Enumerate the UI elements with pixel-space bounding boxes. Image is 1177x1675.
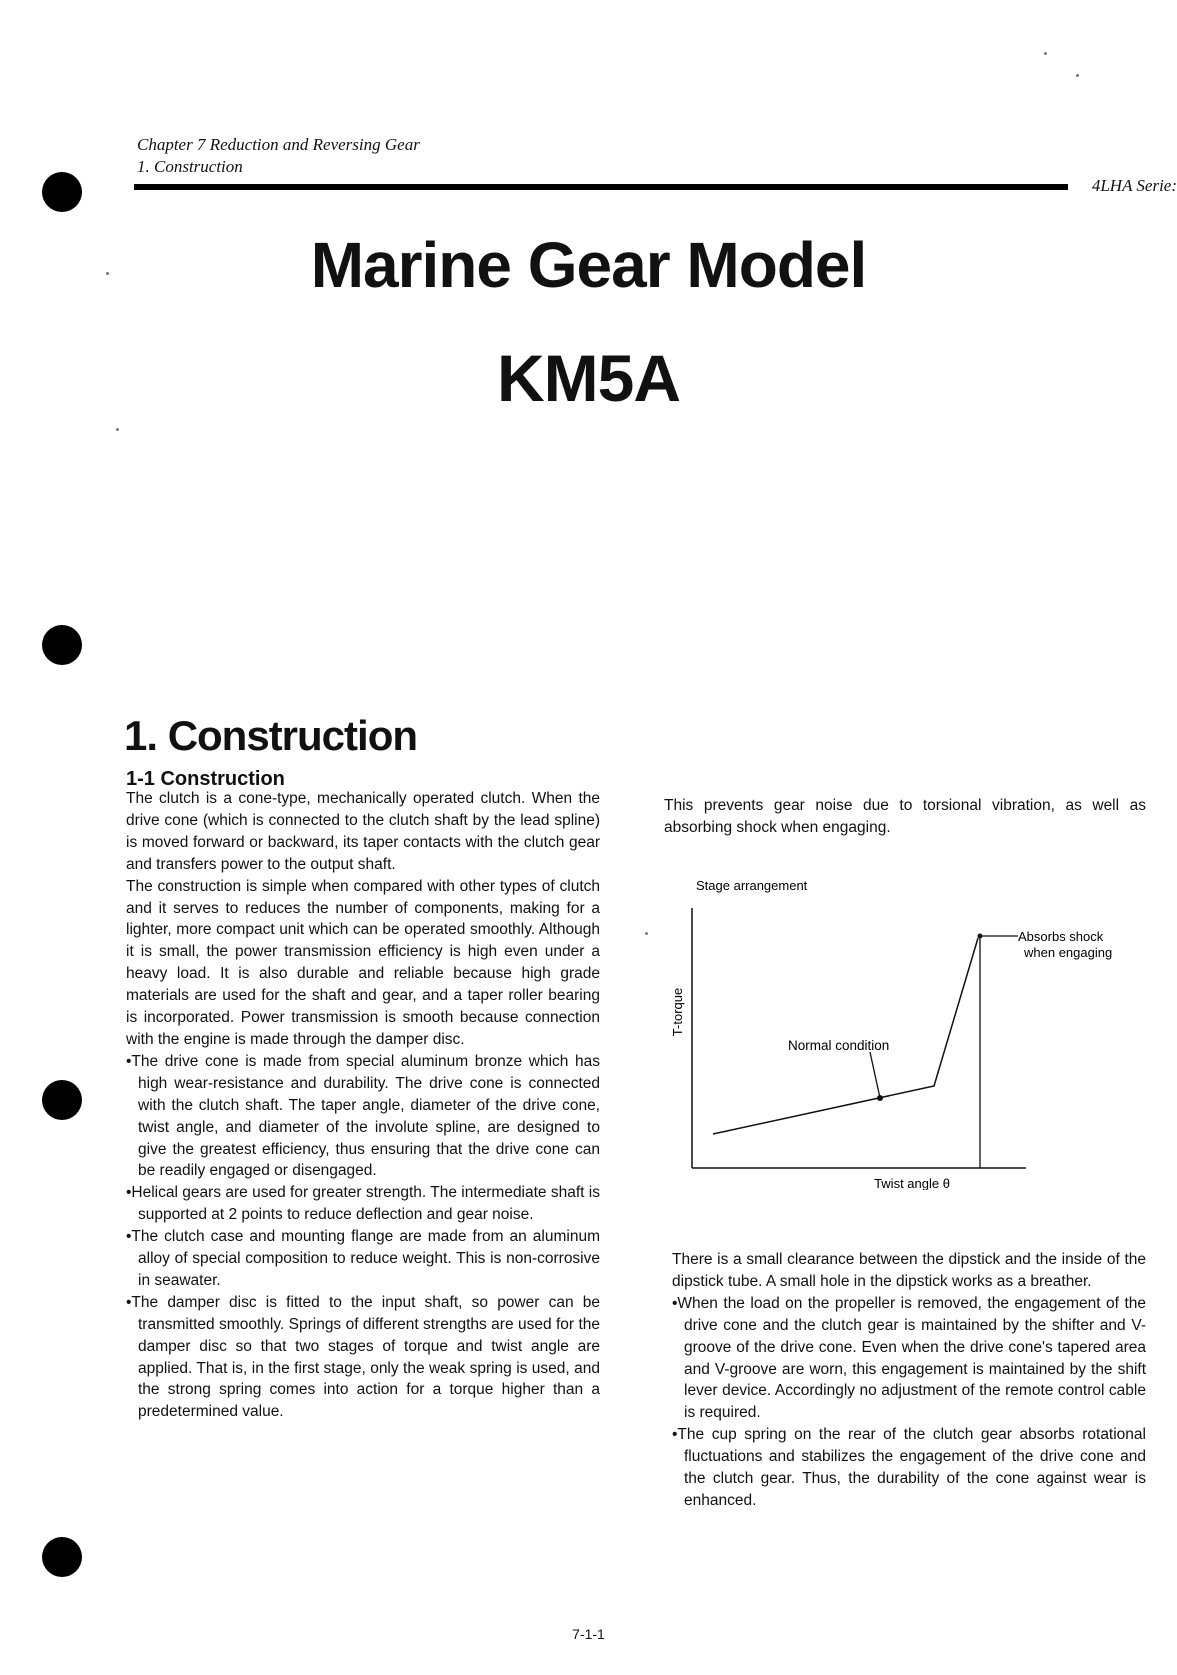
subsection-heading: 1-1 Construction (126, 768, 285, 790)
right-bullet-2: •The cup spring on the rear of the clutch gear absorbs rotational fluctuations and stabilizes the engagement of the drive cone and the clutch gear. Thus, the durability of the cone against wear is enhanced. (672, 1426, 1146, 1509)
left-paragraph-1: The clutch is a cone-type, mechanically operated clutch. When the drive cone (which is connected to the clutch shaft by the lead spline) is moved forward or backward, its taper contacts with the clutch gear and transfers power to the output shaft. (126, 790, 600, 873)
scan-speck (1076, 74, 1079, 77)
header-chapter: Chapter 7 Reduction and Reversing Gear (137, 135, 420, 154)
page-number: 7-1-1 (572, 1626, 605, 1642)
diagram-title: Stage arrangement (696, 878, 808, 893)
header-rule (134, 184, 1068, 190)
scan-speck (116, 428, 119, 431)
x-axis-label: Twist angle θ (874, 1176, 950, 1190)
left-bullet-1: •The drive cone is made from special aluminum bronze which has high wear-resistance and durability. The drive cone is connected with the clutch shaft. The taper angle, diameter of the drive cone, twist angle, and diameter of the involute spline, are designed to give the greatest efficiency, thus ensuring that the drive cone can be readily engaged or disengaged. (126, 1052, 600, 1180)
label-absorbs-shock: Absorbs shock (1018, 929, 1104, 944)
label-when-engaging: when engaging (1024, 945, 1113, 960)
right-column-top (664, 795, 1146, 839)
stage-arrangement-diagram (660, 870, 1140, 1190)
binder-hole-1 (42, 172, 82, 212)
section-heading: 1. Construction (124, 712, 418, 759)
normal-leader (870, 1052, 880, 1098)
left-bullet-3: •The clutch case and mounting flange are made from an aluminum alloy of special composition to reduce weight. This is non-corrosive in seawater. (126, 1228, 600, 1289)
header-section: 1. Construction (137, 157, 243, 176)
left-column (126, 788, 600, 1423)
header-series: 4LHA Serie: (1091, 176, 1177, 195)
label-normal-condition: Normal condition (788, 1038, 890, 1053)
right-bullet-1: •When the load on the propeller is removed, the engagement of the drive cone and the clutch gear is maintained by the shifter and V-groove of the drive cone. Even when the drive cone's tapered area and V-groove are worn, this engagement is maintained by the shift lever device. Accordingly no adjustment of the remote control cable is required. (672, 1294, 1146, 1422)
binder-hole-4 (42, 1537, 82, 1577)
y-axis-label: T-torque (670, 987, 685, 1037)
title-line-2: KM5A (496, 341, 680, 415)
title-line-1: Marine Gear Model (310, 229, 867, 301)
left-paragraph-2: The construction is simple when compared with other types of clutch and it serves to reduces the number of components, making for a lighter, more compact unit which can be operated smoothly. Although it is small, the power transmission efficiency is high even under a heavy load. It is also durable and reliable because high grade materials are used for the shaft and gear, and a taper roller bearing is incorporated. Power transmission is smooth because connection with the engine is made through the damper disc. (126, 877, 600, 1048)
right-paragraph-2: There is a small clearance between the dipstick and the inside of the dipstick tube. A small hole in the dipstick works as a breather. (672, 1251, 1146, 1290)
left-bullet-4: •The damper disc is fitted to the input shaft, so power can be transmitted smoothly. Springs of different strengths are used for the damper disc so that two stages of torque and twist angle are applied. That is, in the first stage, only the weak spring is used, and the strong spring comes into action for a torque higher than a predetermined value. (126, 1293, 600, 1421)
left-bullet-2: •Helical gears are used for greater strength. The intermediate shaft is supported at 2 points to reduce deflection and gear noise. (126, 1184, 600, 1224)
engage-point (978, 934, 983, 939)
right-column-bottom (672, 1249, 1146, 1512)
scan-speck (1044, 52, 1047, 55)
binder-hole-3 (42, 1080, 82, 1120)
torque-curve (713, 938, 978, 1134)
right-paragraph-1: This prevents gear noise due to torsional vibration, as well as absorbing shock when engaging. (664, 797, 1146, 836)
binder-hole-2 (42, 625, 82, 665)
scan-speck (645, 932, 648, 935)
